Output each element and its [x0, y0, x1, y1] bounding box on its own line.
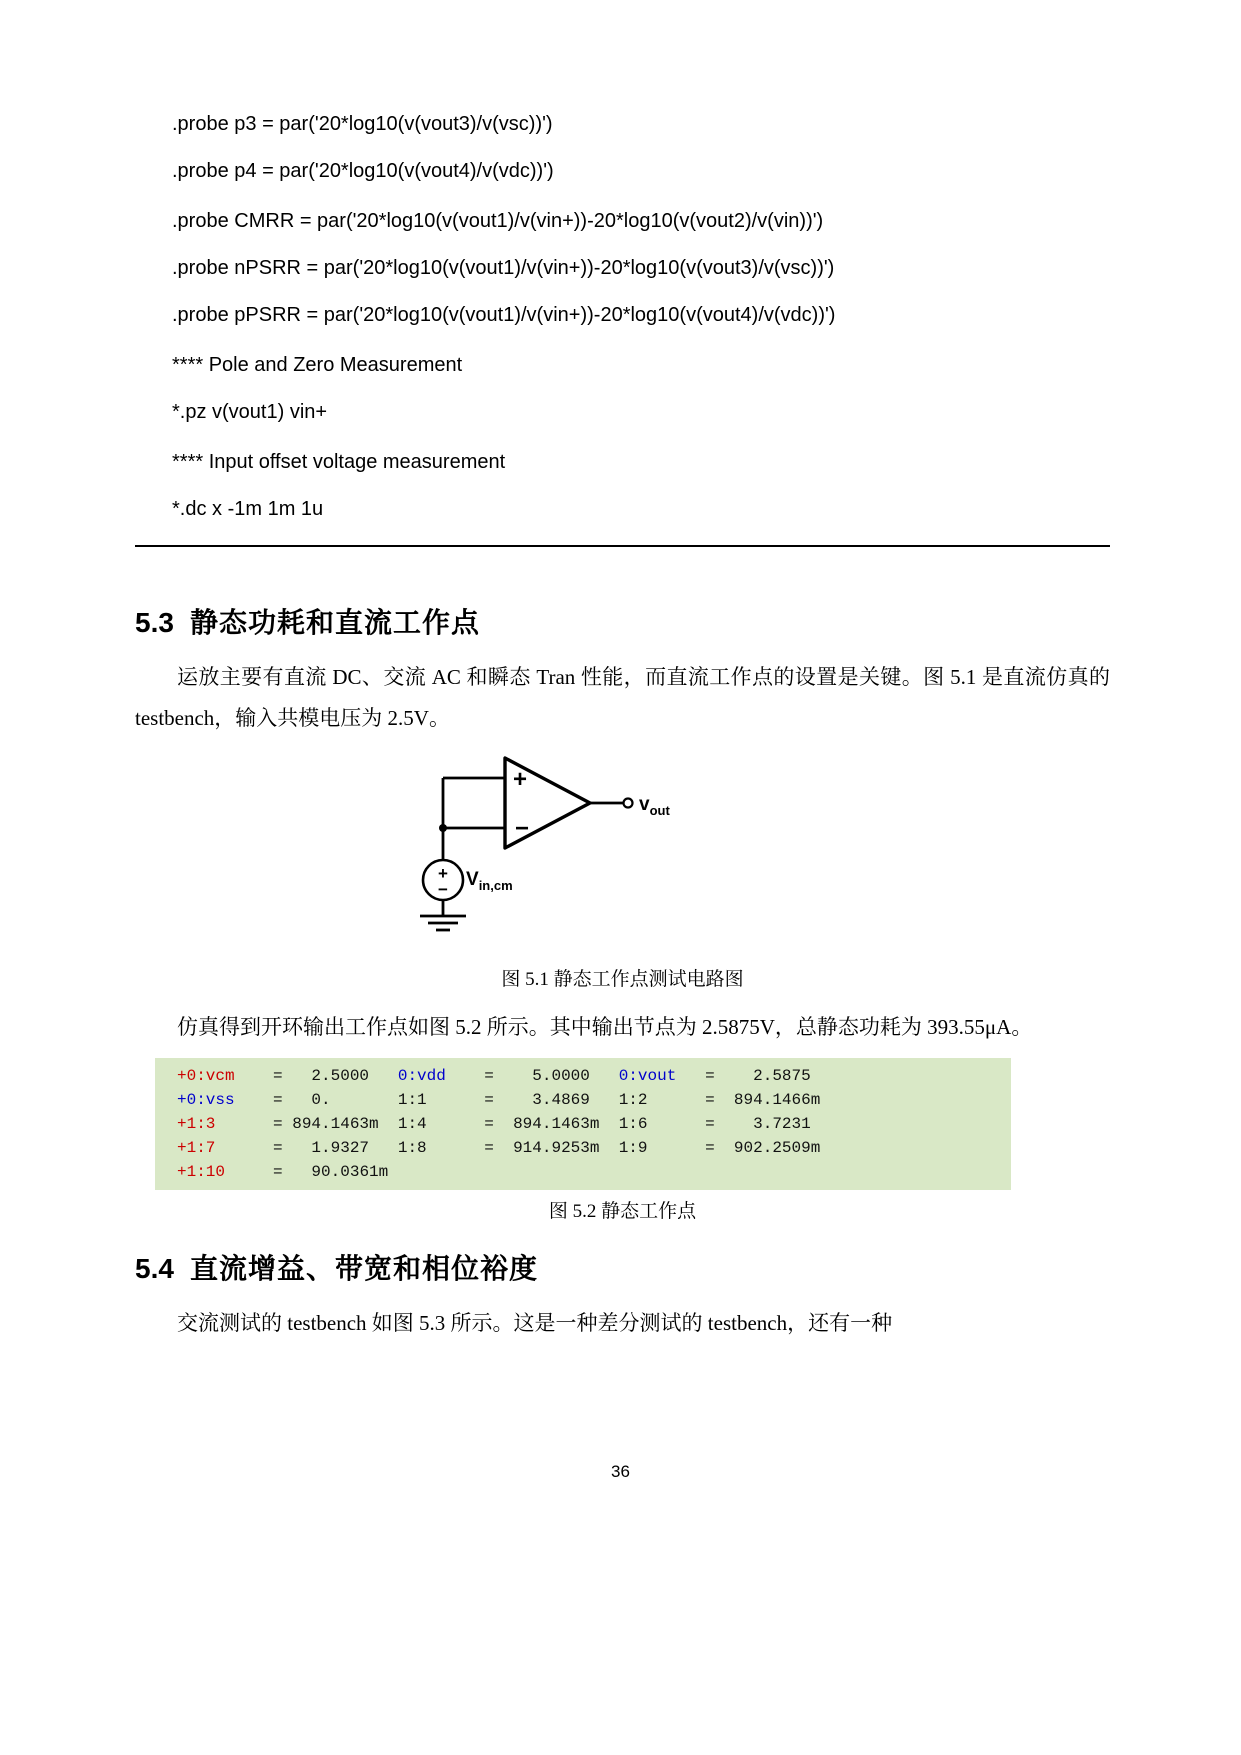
- spice-netlist-block: [172, 113, 1110, 520]
- paragraph-5-2: 仿真得到开环输出工作点如图 5.2 所示。其中输出节点为 2.5875V，总静态功耗为 393.55μA。: [177, 1015, 1033, 1039]
- source-plus-label: +: [438, 864, 448, 883]
- vout-label: $v_{out}$: [639, 794, 670, 818]
- listing-token: 0:vdd: [397, 1067, 446, 1085]
- listing-token: 1:1: [397, 1091, 427, 1109]
- section-heading-5-4: [135, 1247, 1110, 1287]
- listing-token: = 894.1463m: [426, 1115, 619, 1133]
- opamp-plus-input-label: +: [513, 766, 528, 793]
- figure-5-1-circuit: [415, 753, 715, 953]
- listing-token: +1:3: [177, 1115, 216, 1133]
- wire-junction-dot: [439, 824, 447, 832]
- listing-line: [177, 1160, 1011, 1184]
- section-number: 5.3: [135, 607, 174, 638]
- listing-token: = 5.0000: [445, 1067, 619, 1085]
- paragraph-5-4: 交流测试的 testbench 如图 5.3 所示。这是一种差分测试的 testbench，还有一种: [177, 1311, 893, 1335]
- page-number: 36: [611, 1462, 630, 1481]
- code-line: *.pz v(vout1) vin+: [172, 401, 328, 423]
- section-title: 直流增益、带宽和相位裕度: [189, 1254, 538, 1285]
- code-line: .probe CMRR = par('20*log10(v(vout1)/v(vin+))-20*log10(v(vout2)/v(vin))'): [172, 210, 824, 232]
- listing-token: = 1.9327: [215, 1139, 398, 1157]
- code-line: **** Input offset voltage measurement: [172, 451, 506, 473]
- listing-token: = 0.: [234, 1091, 398, 1109]
- listing-token: 0:vout: [618, 1067, 677, 1085]
- listing-line: [177, 1112, 1011, 1136]
- listing-token: = 2.5000: [234, 1067, 398, 1085]
- figure-5-2-caption: 图 5.2 静态工作点: [548, 1201, 697, 1222]
- figure-5-1: [415, 753, 1110, 958]
- code-line: .probe p3 = par('20*log10(v(vout3)/v(vsc))'): [172, 113, 553, 135]
- listing-token: = 914.9253m: [426, 1139, 619, 1157]
- listing-token: = 894.1466m: [647, 1091, 821, 1109]
- figure-5-1-caption: 图 5.1 静态工作点测试电路图: [501, 969, 744, 990]
- listing-token: = 894.1463m: [215, 1115, 398, 1133]
- listing-token: +1:7: [177, 1139, 216, 1157]
- listing-line: [177, 1064, 1011, 1088]
- listing-line: [177, 1088, 1011, 1112]
- listing-token: = 902.2509m: [647, 1139, 821, 1157]
- horizontal-divider: [135, 545, 1110, 547]
- code-line: .probe nPSRR = par('20*log10(v(vout1)/v(vin+))-20*log10(v(vout3)/v(vsc))'): [172, 257, 835, 279]
- code-line: **** Pole and Zero Measurement: [172, 354, 463, 376]
- listing-token: = 90.0361m: [225, 1163, 389, 1181]
- code-line: .probe p4 = par('20*log10(v(vout4)/v(vdc))'): [172, 160, 554, 182]
- listing-token: 1:2: [618, 1091, 648, 1109]
- source-minus-label: −: [438, 880, 448, 899]
- listing-token: = 2.5875: [676, 1067, 811, 1085]
- output-terminal-circle: [624, 799, 633, 808]
- code-line: *.dc x -1m 1m 1u: [172, 498, 324, 520]
- listing-token: 1:6: [618, 1115, 648, 1133]
- listing-token: 1:9: [618, 1139, 648, 1157]
- section-title: 静态功耗和直流工作点: [189, 608, 480, 639]
- listing-token: 1:8: [397, 1139, 427, 1157]
- vincm-label: $V_{in,cm}$: [466, 869, 513, 893]
- listing-token: 1:4: [397, 1115, 427, 1133]
- listing-token: = 3.4869: [426, 1091, 619, 1109]
- code-line: .probe pPSRR = par('20*log10(v(vout1)/v(vin+))-20*log10(v(vout4)/v(vdc))'): [172, 304, 836, 326]
- section-number: 5.4: [135, 1253, 174, 1284]
- listing-token: +0:vss: [177, 1091, 235, 1109]
- listing-token: +0:vcm: [177, 1067, 235, 1085]
- listing-line: [177, 1136, 1011, 1160]
- listing-token: = 3.7231: [647, 1115, 811, 1133]
- section-heading-5-3: [135, 601, 1110, 641]
- paragraph-5-3: 运放主要有直流 DC、交流 AC 和瞬态 Tran 性能，而直流工作点的设置是关键。图 5.1 是直流仿真的 testbench，输入共模电压为 2.5V。: [135, 665, 1110, 730]
- dc-operating-point-listing: [155, 1058, 1011, 1190]
- opamp-minus-input-label: −: [515, 815, 530, 842]
- listing-token: +1:10: [177, 1163, 226, 1181]
